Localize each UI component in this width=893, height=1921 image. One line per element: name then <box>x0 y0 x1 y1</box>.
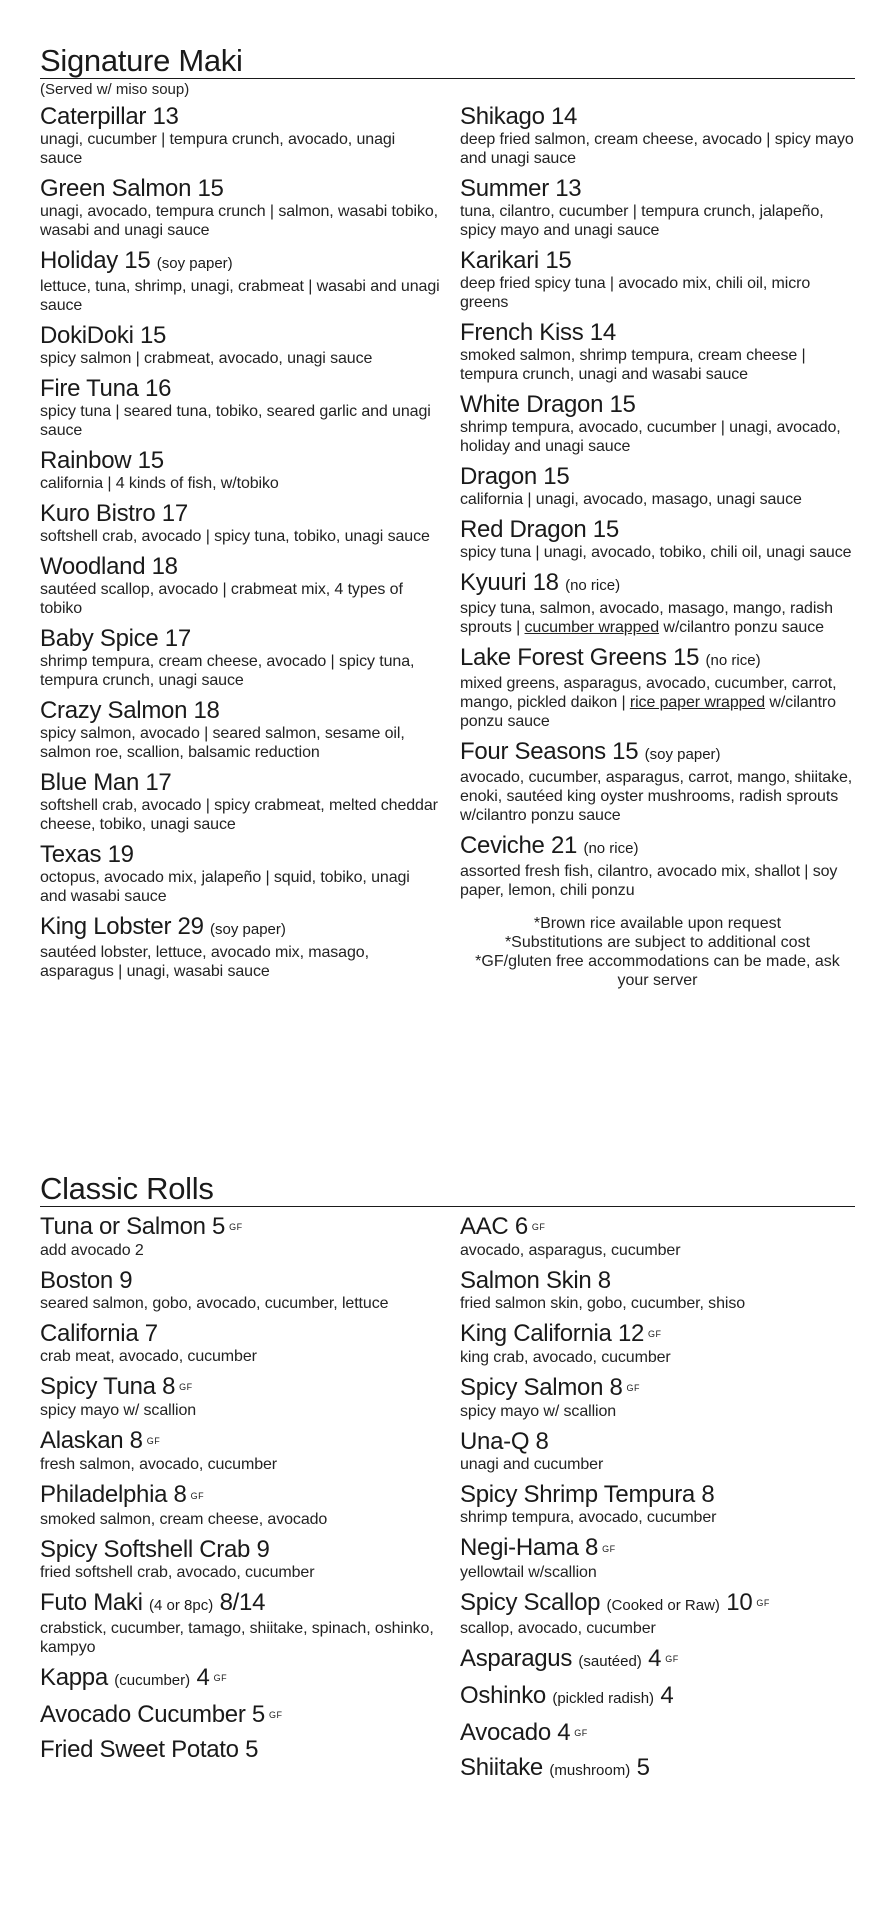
menu-item-heading <box>40 769 440 796</box>
menu-item-heading <box>460 1213 855 1241</box>
menu-item <box>40 769 440 834</box>
menu-item-description: fresh salmon, avocado, cucumber <box>40 1456 278 1474</box>
menu-item <box>460 391 855 456</box>
menu-item-name: Spicy Shrimp Tempura 8 <box>460 1481 715 1509</box>
menu-item <box>40 1664 440 1694</box>
section-title: Signature Maki <box>40 44 855 79</box>
signature-left-column <box>40 103 440 988</box>
menu-item-description: add avocado 2 <box>40 1242 144 1260</box>
section-subtitle: (Served w/ miso soup) <box>40 81 190 98</box>
menu-item-description: avocado, cucumber, asparagus, carrot, mango, shiitake, enoki, sautéed king oyster mushrooms, radish sprouts w/cilantro ponzu sauce <box>460 769 853 824</box>
menu-item-heading <box>460 247 855 274</box>
menu-item <box>40 175 440 240</box>
menu-item <box>460 1374 855 1421</box>
menu-item-heading <box>40 1736 440 1763</box>
description-text: w/cilantro ponzu sauce <box>659 619 824 636</box>
menu-item-name: King California 12 <box>460 1320 645 1348</box>
menu-item-heading <box>40 447 440 474</box>
menu-item-name: Avocado 4 <box>460 1718 571 1746</box>
menu-item-name: Shikago 14 <box>460 103 578 130</box>
gluten-free-badge: GF <box>268 1709 283 1720</box>
menu-item-heading <box>40 697 440 724</box>
menu-item-note: (pickled radish) <box>552 1689 655 1707</box>
menu-item-heading <box>460 1428 855 1455</box>
menu-item-price: 8/14 <box>219 1588 266 1616</box>
menu-item-heading <box>40 1373 440 1401</box>
menu-item-description: fried softshell crab, avocado, cucumber <box>40 1563 315 1581</box>
menu-item <box>460 738 855 825</box>
gluten-free-badge: GF <box>665 1653 679 1664</box>
menu-item-name: Green Salmon 15 <box>40 175 224 202</box>
menu-item-description: spicy salmon | crabmeat, avocado, unagi sauce <box>40 350 373 367</box>
menu-item-heading <box>460 1534 855 1562</box>
menu-item <box>460 1719 855 1747</box>
menu-note: *GF/gluten free accommodations can be made, ask your server <box>475 953 840 989</box>
menu-item <box>40 1320 440 1366</box>
menu-item <box>460 1213 855 1260</box>
menu-item-name: Rainbow 15 <box>40 447 164 474</box>
menu-item-price: 10 <box>726 1588 753 1616</box>
menu-item <box>40 1589 440 1657</box>
gluten-free-badge: GF <box>179 1382 193 1393</box>
menu-item-heading <box>460 1719 855 1747</box>
menu-item-name: Oshinko <box>460 1681 546 1709</box>
menu-item-name: Alaskan 8 <box>40 1427 143 1455</box>
menu-item <box>40 447 440 493</box>
menu-item-name: Spicy Scallop <box>460 1588 601 1616</box>
menu-item-name: Asparagus <box>460 1644 573 1672</box>
menu-item <box>460 1320 855 1367</box>
menu-item-heading <box>40 1664 440 1694</box>
menu-item-description: spicy tuna | unagi, avocado, tobiko, chili oil, unagi sauce <box>460 544 852 561</box>
menu-item-heading <box>40 500 440 527</box>
menu-item-heading <box>40 247 440 277</box>
menu-item-name: Woodland 18 <box>40 553 178 580</box>
gluten-free-badge: GF <box>574 1727 588 1738</box>
gluten-free-badge: GF <box>602 1543 616 1554</box>
menu-item-description: shrimp tempura, avocado, cucumber <box>460 1509 717 1527</box>
menu-item-price: 4 <box>196 1663 210 1691</box>
menu-item-note: (Cooked or Raw) <box>606 1596 720 1614</box>
menu-item-name: Red Dragon 15 <box>460 516 619 543</box>
menu-item-heading <box>460 1481 855 1508</box>
menu-notes <box>460 914 855 990</box>
signature-right-column <box>460 103 855 990</box>
menu-item-name: Four Seasons 15 <box>460 738 639 765</box>
menu-item-description: spicy salmon, avocado | seared salmon, sesame oil, salmon roe, scallion, balsamic reduction <box>40 725 405 761</box>
menu-item <box>40 1701 440 1729</box>
classic-right-column <box>460 1213 855 1791</box>
menu-item-heading <box>460 319 855 346</box>
menu-item <box>460 175 855 240</box>
menu-item <box>40 1267 440 1313</box>
menu-item-name: Texas 19 <box>40 841 134 868</box>
menu-item-heading <box>460 1374 855 1402</box>
signature-maki-section <box>40 43 855 989</box>
menu-item-heading <box>460 175 855 202</box>
description-underlined: rice paper wrapped <box>629 694 766 711</box>
menu-item-name: Una-Q 8 <box>460 1428 549 1456</box>
menu-item-name: Spicy Salmon 8 <box>460 1374 623 1402</box>
description-text: mixed greens, asparagus, avocado, cucumber, carrot, mango, pickled daikon | <box>460 675 837 711</box>
menu-note: *Brown rice available upon request <box>533 915 782 932</box>
menu-item <box>40 103 440 168</box>
section-title: Classic Rolls <box>40 1172 855 1207</box>
menu-item-description: softshell crab, avocado | spicy tuna, tobiko, unagi sauce <box>40 528 430 545</box>
menu-item-name: Kuro Bistro 17 <box>40 500 188 527</box>
menu-item <box>40 697 440 762</box>
menu-item-name: DokiDoki 15 <box>40 322 167 349</box>
menu-item-heading <box>40 322 440 349</box>
menu-item-name: Ceviche 21 <box>460 832 578 859</box>
menu-item-heading <box>40 1481 440 1509</box>
menu-item-name: Boston 9 <box>40 1267 133 1295</box>
menu-item <box>460 1481 855 1527</box>
gluten-free-badge: GF <box>626 1383 641 1394</box>
menu-item-name: Caterpillar 13 <box>40 103 179 130</box>
menu-item-heading <box>460 103 855 130</box>
menu-item-name: California 7 <box>40 1320 158 1348</box>
menu-item <box>40 375 440 440</box>
menu-item <box>40 841 440 906</box>
menu-item-description: smoked salmon, shrimp tempura, cream cheese | tempura crunch, unagi and wasabi sauce <box>460 347 806 383</box>
menu-item-description: spicy mayo w/ scallion <box>40 1402 197 1420</box>
menu-item-name: Spicy Softshell Crab 9 <box>40 1535 270 1563</box>
menu-item <box>460 319 855 384</box>
menu-item-description: shrimp tempura, avocado, cucumber | unagi, avocado, holiday and unagi sauce <box>460 419 841 455</box>
menu-item-name: Shiitake <box>460 1753 543 1781</box>
menu-item-description: octopus, avocado mix, jalapeño | squid, tobiko, unagi and wasabi sauce <box>40 869 410 905</box>
menu-item-heading <box>40 553 440 580</box>
menu-item-name: Salmon Skin 8 <box>460 1267 611 1295</box>
menu-item-description: deep fried salmon, cream cheese, avocado | spicy mayo and unagi sauce <box>460 131 854 167</box>
menu-item-heading <box>40 375 440 402</box>
menu-item <box>460 247 855 312</box>
gluten-free-badge: GF <box>146 1436 161 1447</box>
menu-item-name: Karikari 15 <box>460 247 572 274</box>
menu-item-note: (no rice) <box>705 652 761 669</box>
menu-item-name: Dragon 15 <box>460 463 570 490</box>
menu-item-price: 4 <box>648 1644 662 1672</box>
menu-item-name: French Kiss 14 <box>460 319 616 346</box>
menu-item-heading <box>40 1427 440 1455</box>
menu-item-description: unagi and cucumber <box>460 1456 604 1474</box>
menu-item <box>460 516 855 562</box>
menu-item-description: assorted fresh fish, cilantro, avocado mix, shallot | soy paper, lemon, chili ponzu <box>460 863 838 899</box>
menu-item-note: (sautéed) <box>578 1652 642 1670</box>
menu-item-note: (mushroom) <box>549 1761 631 1779</box>
menu-item-name: Negi-Hama 8 <box>460 1534 599 1562</box>
menu-item <box>460 832 855 900</box>
menu-item-name: King Lobster 29 <box>40 913 204 940</box>
menu-item-description: crabstick, cucumber, tamago, shiitake, spinach, oshinko, kampyo <box>40 1619 434 1656</box>
menu-item <box>460 1534 855 1581</box>
menu-item <box>40 500 440 546</box>
menu-item-heading <box>40 625 440 652</box>
menu-item-note: (4 or 8pc) <box>149 1596 214 1614</box>
menu-item <box>460 463 855 509</box>
menu-item-description: california | unagi, avocado, masago, unagi sauce <box>460 491 802 508</box>
menu-item-description: deep fried spicy tuna | avocado mix, chili oil, micro greens <box>460 275 811 311</box>
menu-item-note: (cucumber) <box>114 1671 191 1689</box>
menu-item-description: unagi, cucumber | tempura crunch, avocado, unagi sauce <box>40 131 396 167</box>
menu-item-name: Tuna or Salmon 5 <box>40 1213 226 1240</box>
menu-item <box>40 1536 440 1582</box>
description-text: w/cilantro ponzu sauce <box>460 694 836 730</box>
menu-item-name: Holiday 15 <box>40 247 151 274</box>
menu-item-name: Futo Maki <box>40 1588 143 1616</box>
menu-item-heading <box>40 1701 440 1729</box>
menu-item-heading <box>40 1589 440 1619</box>
menu-item-description: lettuce, tuna, shrimp, unagi, crabmeat | wasabi and unagi sauce <box>40 278 440 314</box>
menu-item-description: sautéed lobster, lettuce, avocado mix, masago, asparagus | unagi, wasabi sauce <box>40 944 369 980</box>
menu-item-description <box>460 599 855 637</box>
menu-item-heading <box>460 1682 855 1712</box>
menu-item <box>40 1373 440 1420</box>
menu-item-heading <box>460 569 855 599</box>
menu-item-heading <box>40 1320 440 1347</box>
gluten-free-badge: GF <box>229 1222 243 1233</box>
classic-rolls-section <box>40 1171 855 1781</box>
menu-item <box>460 1645 855 1675</box>
menu-item-description: crab meat, avocado, cucumber <box>40 1348 257 1366</box>
menu-item-description: california | 4 kinds of fish, w/tobiko <box>40 475 279 492</box>
menu-item-name: Baby Spice 17 <box>40 625 191 652</box>
menu-item-heading <box>460 1754 855 1784</box>
menu-item-heading <box>460 391 855 418</box>
menu-item-name: Avocado Cucumber 5 <box>40 1700 265 1728</box>
menu-item-note: (soy paper) <box>210 921 286 938</box>
menu-item <box>460 1267 855 1313</box>
menu-item-name: Fried Sweet Potato 5 <box>40 1735 259 1763</box>
menu-item-description: softshell crab, avocado | spicy crabmeat, melted cheddar cheese, tobiko, unagi sauce <box>40 797 438 833</box>
menu-item <box>460 1682 855 1712</box>
menu-item-description <box>460 674 855 731</box>
menu-item-description: shrimp tempura, cream cheese, avocado | spicy tuna, tempura crunch, unagi sauce <box>40 653 415 689</box>
gluten-free-badge: GF <box>756 1597 770 1608</box>
menu-item-note: (no rice) <box>565 577 621 594</box>
menu-item-description: yellowtail w/scallion <box>460 1563 597 1581</box>
menu-item <box>40 553 440 618</box>
menu-item <box>40 247 440 315</box>
menu-item-heading <box>460 832 855 862</box>
menu-item-description: scallop, avocado, cucumber <box>460 1619 656 1637</box>
menu-item-price: 4 <box>660 1681 674 1709</box>
gluten-free-badge: GF <box>190 1490 205 1501</box>
description-text: spicy tuna, salmon, avocado, masago, mango, radish sprouts | <box>460 600 833 636</box>
gluten-free-badge: GF <box>531 1222 546 1233</box>
menu-item-heading <box>40 1536 440 1563</box>
gluten-free-badge: GF <box>648 1329 662 1340</box>
menu-item-description: tuna, cilantro, cucumber | tempura crunch, jalapeño, spicy mayo and unagi sauce <box>460 203 824 239</box>
menu-item <box>40 1213 440 1260</box>
menu-item <box>40 1481 440 1528</box>
menu-item-description: fried salmon skin, gobo, cucumber, shiso <box>460 1295 746 1313</box>
menu-item-heading <box>460 1267 855 1294</box>
menu-item-heading <box>460 1589 855 1619</box>
menu-item-description: seared salmon, gobo, avocado, cucumber, lettuce <box>40 1295 389 1313</box>
menu-item-heading <box>40 175 440 202</box>
menu-item-note: (soy paper) <box>156 255 233 272</box>
menu-item-description: unagi, avocado, tempura crunch | salmon, wasabi tobiko, wasabi and unagi sauce <box>40 203 438 239</box>
menu-item-description: king crab, avocado, cucumber <box>460 1349 671 1367</box>
menu-item-name: Philadelphia 8 <box>40 1481 187 1509</box>
menu-item-name: Summer 13 <box>460 175 582 202</box>
menu-item-name: Blue Man 17 <box>40 769 172 796</box>
description-underlined: cucumber wrapped <box>524 619 660 636</box>
menu-item <box>40 1736 440 1763</box>
menu-item-heading <box>460 644 855 674</box>
menu-item <box>40 625 440 690</box>
menu-item-description: spicy tuna | seared tuna, tobiko, seared garlic and unagi sauce <box>40 403 431 439</box>
menu-item <box>460 1428 855 1474</box>
menu-item-heading <box>40 1267 440 1294</box>
menu-item-name: Lake Forest Greens 15 <box>460 644 700 671</box>
menu-item <box>460 1589 855 1638</box>
menu-item-name: AAC 6 <box>460 1213 528 1240</box>
menu-item-heading <box>460 463 855 490</box>
menu-item-heading <box>40 913 440 943</box>
menu-item-name: White Dragon 15 <box>460 391 636 418</box>
menu-item-heading <box>460 1320 855 1348</box>
menu-item-price: 5 <box>636 1753 650 1781</box>
menu-item-description: sautéed scallop, avocado | crabmeat mix, 4 types of tobiko <box>40 581 403 617</box>
menu-item-name: Crazy Salmon 18 <box>40 697 220 724</box>
menu-item-description: smoked salmon, cream cheese, avocado <box>40 1510 328 1528</box>
menu-item-name: Kappa <box>40 1663 108 1691</box>
menu-item-note: (no rice) <box>583 840 639 857</box>
classic-left-column <box>40 1213 440 1770</box>
menu-item-description: avocado, asparagus, cucumber <box>460 1242 681 1260</box>
menu-note: *Substitutions are subject to additional cost <box>504 934 811 951</box>
menu-item <box>40 322 440 368</box>
menu-item-heading <box>40 841 440 868</box>
menu-item <box>40 913 440 981</box>
menu-item <box>460 1754 855 1784</box>
menu-item-note: (soy paper) <box>644 746 721 763</box>
menu-item-heading <box>460 1645 855 1675</box>
menu-item <box>460 103 855 168</box>
gluten-free-badge: GF <box>213 1672 228 1683</box>
menu-item-name: Fire Tuna 16 <box>40 375 172 402</box>
menu-item-heading <box>460 516 855 543</box>
menu-item <box>460 644 855 731</box>
menu-item-heading <box>40 103 440 130</box>
menu-item-heading <box>40 1213 440 1241</box>
menu-item-name: Spicy Tuna 8 <box>40 1373 176 1401</box>
menu-item <box>40 1427 440 1474</box>
menu-item-description: spicy mayo w/ scallion <box>460 1403 617 1421</box>
menu-item <box>460 569 855 637</box>
menu-item-heading <box>460 738 855 768</box>
menu-item-name: Kyuuri 18 <box>460 569 559 596</box>
